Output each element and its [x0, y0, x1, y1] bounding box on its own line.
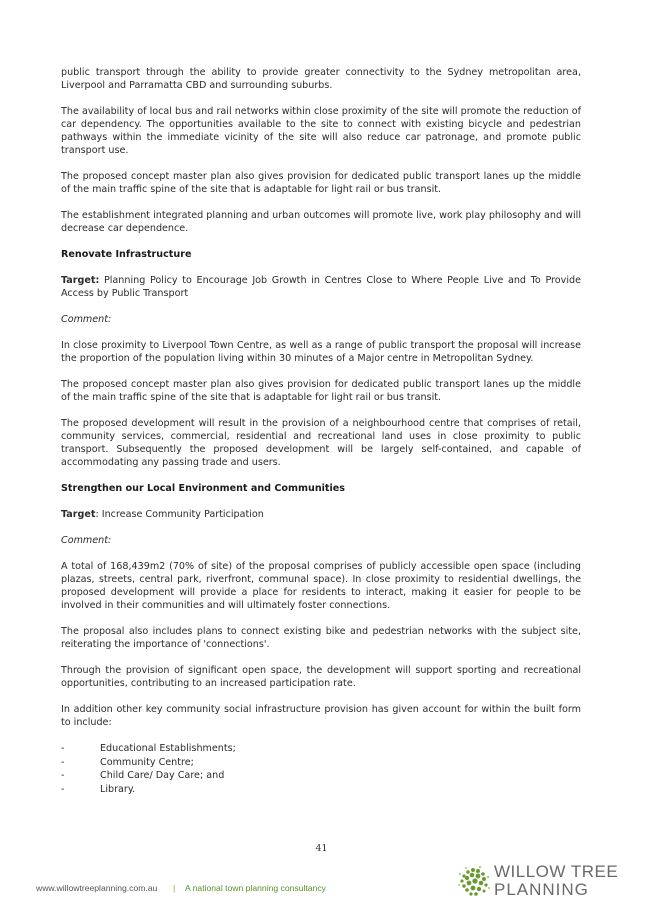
footer-tagline: A national town planning consultancy — [185, 883, 326, 893]
comment-label: Comment: — [61, 314, 112, 325]
bullet-dash: - — [61, 770, 65, 781]
section-heading: Renovate Infrastructure — [61, 249, 192, 260]
target-label: Target: — [61, 275, 100, 286]
paragraph: A total of 168,439m2 (70% of site) of the proposal comprises of publicly accessible open space (including plazas, streets, central park, riverfront, communal space). In close proximity to residential dwellings, the proposed development will provide a place for residents to interact, making it easier for people to be involved in their communities and will ultimately foster connections. — [61, 561, 581, 611]
target-line — [61, 274, 581, 300]
footer-separator: | — [173, 883, 176, 893]
page-number: 41 — [315, 843, 328, 854]
page-body — [61, 66, 581, 796]
bullet-dash: - — [61, 783, 65, 795]
target-line — [61, 508, 581, 521]
company-logo — [452, 860, 624, 902]
logo-text-line2: PLANNING — [494, 880, 589, 899]
paragraph: The proposed concept master plan also gives provision for dedicated public transport lanes up the middle of the main traffic spine of the site that is adaptable for light rail or bus transit. — [61, 379, 581, 403]
paragraph: The establishment integrated planning and urban outcomes will promote live, work play philosophy and will decrease car dependence. — [61, 210, 581, 234]
paragraph: The proposal also includes plans to connect existing bike and pedestrian networks with the subject site, reiterating the importance of 'connections'. — [61, 626, 581, 650]
paragraph: The proposed concept master plan also gives provision for dedicated public transport lanes up the middle of the main traffic spine of the site that is adaptable for light rail or bus transit. — [61, 171, 581, 195]
paragraph: Through the provision of significant open space, the development will support sporting and recreational opportunities, contributing to an increased participation rate. — [61, 665, 581, 689]
logo-text-line1: WILLOW TREE — [494, 862, 619, 881]
bullet-list — [61, 742, 581, 796]
footer-website-link[interactable]: www.willowtreeplanning.com.au — [36, 883, 158, 893]
paragraph: public transport through the ability to provide greater connectivity to the Sydney metropolitan area, Liverpool and Parramatta CBD and surrounding suburbs. — [61, 67, 581, 91]
paragraph: In close proximity to Liverpool Town Centre, as well as a range of public transport the proposal will increase the proportion of the population living within 30 minutes of a Major centre in Metropolitan Sydney. — [61, 340, 581, 364]
list-item-text: Library. — [100, 783, 136, 795]
paragraph: The proposed development will result in the provision of a neighbourhood centre that comprises of retail, community services, commercial, residential and recreational land uses in close proximity to public transport. Subsequently the proposed development will be largely self-contained, and capable of accommodating any passing trade and users. — [61, 418, 581, 468]
tree-logo-icon — [452, 860, 494, 902]
list-item-text: Child Care/ Day Care; and — [100, 770, 225, 781]
list-item-text: Community Centre; — [100, 756, 194, 768]
list-item — [61, 742, 581, 756]
target-text: Planning Policy to Encourage Job Growth in Centres Close to Where People Live and To Provide Access by Public Transport — [61, 275, 581, 299]
comment-label: Comment: — [61, 535, 112, 546]
list-item — [61, 756, 581, 770]
bullet-dash: - — [61, 743, 65, 754]
list-item — [61, 769, 581, 783]
paragraph: The availability of local bus and rail networks within close proximity of the site will promote the reduction of car dependency. The opportunities available to the site to connect with existing bicycle and pedestrian pathways within the immediate vicinity of the site will also reduce car patronage, and promote public transport use. — [61, 106, 581, 156]
target-label: Target — [61, 509, 96, 520]
paragraph: In addition other key community social infrastructure provision has given account for within the built form to include: — [61, 704, 581, 728]
bullet-dash: - — [61, 756, 65, 768]
target-text: : Increase Community Participation — [95, 509, 264, 520]
list-item-text: Educational Establishments; — [100, 743, 236, 754]
list-item — [61, 783, 581, 797]
section-heading: Strengthen our Local Environment and Communities — [61, 483, 346, 494]
